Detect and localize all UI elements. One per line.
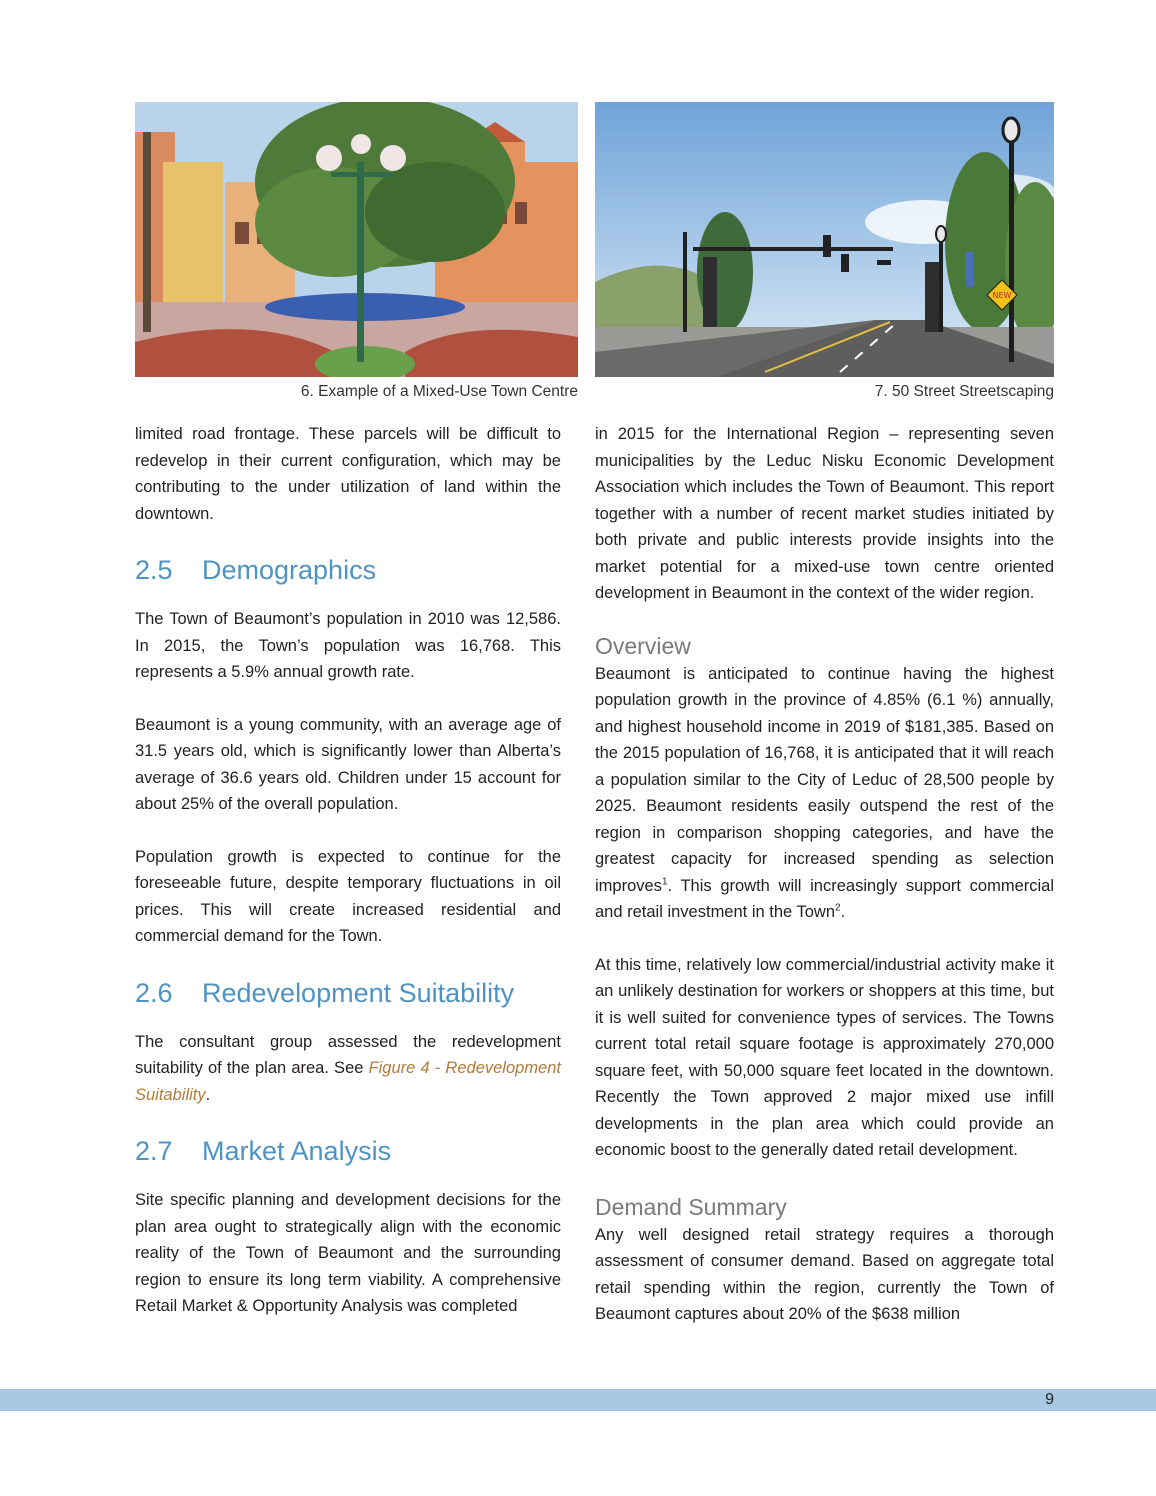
figure-6-caption: 6. Example of a Mixed-Use Town Centre: [300, 383, 578, 400]
section-number: 2.7: [135, 1136, 173, 1166]
redevelopment-text: The consultant group assessed the redevelopment suitability of the plan area. See: [135, 1032, 561, 1077]
market-continued-paragraph: in 2015 for the International Region – representing seven municipalities by the Leduc Nisku Economic Development Association which includes the Town of Beaumont. This report together with a number of recent market studies initiated by both private and public interests provide insights into the market potential for a mixed-use town centre oriented development in Beaumont in the context of the wider region.: [595, 425, 1054, 602]
overview-paragraph: [595, 661, 1054, 926]
overview-heading: Overview: [595, 632, 691, 659]
footnote-1-marker: 1: [661, 876, 668, 887]
town-centre-illustration: [135, 102, 578, 377]
street-streetscaping-photo: [595, 102, 1054, 377]
page-number: 9: [1045, 1391, 1054, 1408]
overview-text-c: .: [840, 903, 846, 921]
redevelopment-paragraph: [135, 1029, 561, 1109]
right-column: [595, 421, 1054, 1328]
redevelopment-period: .: [205, 1085, 211, 1104]
section-2-5-heading: [135, 553, 561, 587]
figure-4-reference-link[interactable]: Figure 4 - Redevelopment Suitability: [135, 1059, 561, 1104]
demand-summary-heading: Demand Summary: [595, 1193, 787, 1220]
mixed-use-town-centre-photo: [135, 102, 578, 377]
section-number: 2.5: [135, 555, 173, 585]
demand-summary-paragraph: Any well designed retail strategy requires a thorough assessment of consumer demand. Based on aggregate total retail spending within the region, currently the Town of Beaumont captures about 20% of the $638 million: [595, 1225, 1054, 1323]
section-title: Market Analysis: [202, 1136, 392, 1166]
section-title: Demographics: [202, 555, 377, 585]
section-2-6-heading: [135, 976, 561, 1010]
market-analysis-paragraph: Site specific planning and development decisions for the plan area ought to strategically align with the economic reality of the Town of Beaumont and the surrounding region to ensure its long term viability. A comprehensive Retail Market & Opportunity Analysis was completed: [135, 1191, 561, 1315]
intro-paragraph: limited road frontage. These parcels will be difficult to redevelop in their current configuration, which may be contributing to the under utilization of land within the downtown.: [135, 425, 561, 523]
activity-paragraph: At this time, relatively low commercial/industrial activity make it an unlikely destination for workers or shoppers at this time, but it is well suited for convenience types of services. The Towns current total retail square footage is approximately 270,000 square feet, with 50,000 square feet located in the downtown. Recently the Town approved 2 major mixed use infill developments in the plan area which could provide an economic boost to the generally dated retail development.: [595, 955, 1054, 1159]
demographics-paragraph-1: The Town of Beaumont’s population in 2010 was 12,586. In 2015, the Town’s population was 16,768. This represents a 5.9% annual growth rate.: [135, 610, 561, 681]
footnote-2-marker: 2: [835, 902, 841, 914]
figure-7-caption: 7. 50 Street Streetscaping: [874, 383, 1054, 400]
streetscape-illustration: [595, 102, 1054, 377]
footer-bar: [0, 1389, 1156, 1411]
overview-text-a: Beaumont is anticipated to continue having the highest population growth in the province of 4.85% (6.1 %) annually, and highest household income in 2019 of $181,385. Based on the 2015 population of 16,768, it is anticipated that it will reach a population similar to the City of Leduc of 28,500 people by 2025. Beaumont residents easily outspend the rest of the region in comparison shopping categories, and have the greatest capacity for increased spending as selection improves: [595, 664, 1054, 895]
section-title: Redevelopment Suitability: [202, 977, 515, 1008]
section-2-7-heading: [135, 1134, 561, 1168]
demographics-paragraph-2: Beaumont is a young community, with an average age of 31.5 years old, which is significantly lower than Alberta’s average of 36.6 years old. Children under 15 account for about 25% of the overall population.: [135, 715, 561, 813]
left-column: [135, 421, 561, 1320]
demographics-paragraph-3: Population growth is expected to continue for the foreseeable future, despite temporary fluctuations in oil prices. This will create increased residential and commercial demand for the Town.: [135, 847, 561, 945]
overview-text-b: . This growth will increasingly support commercial and retail investment in the Town: [595, 876, 1054, 921]
new-sign-text: NEW: [992, 291, 1012, 300]
section-number: 2.6: [135, 977, 173, 1008]
